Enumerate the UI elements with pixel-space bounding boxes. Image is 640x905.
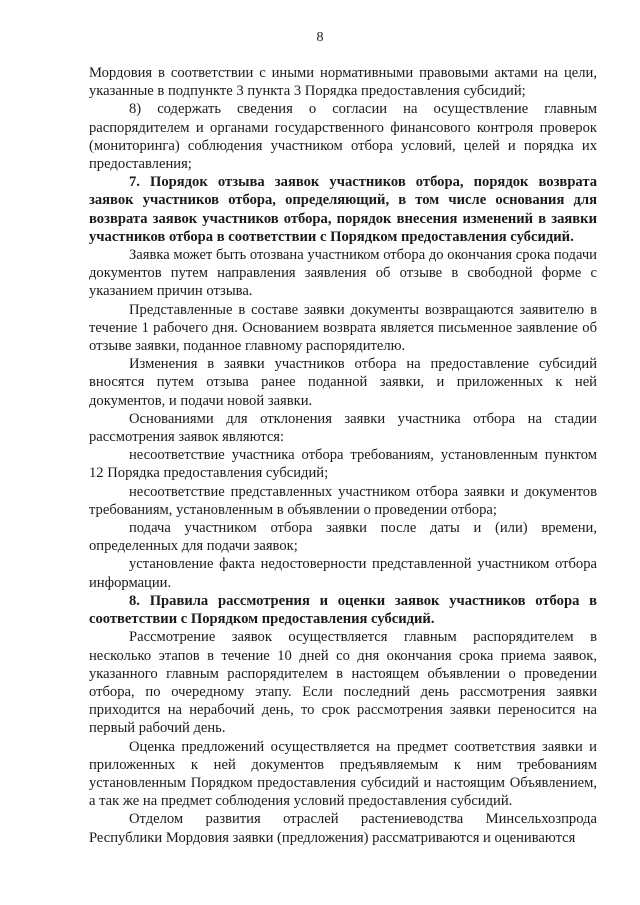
list-item: подача участником отбора заявки после даты и (или) времени, определенных для подачи заявок;	[89, 520, 597, 555]
paragraph: Оценка предложений осуществляется на предмет соответствия заявки и приложенных к ней документов предъявляемым к ним требованиям установленным Порядком предоставления субсидий и настоящим Объявлением, а так же на предмет соблюдения условий предоставления субсидий.	[89, 738, 597, 810]
paragraph: Рассмотрение заявок осуществляется главным распорядителем в несколько этапов в течение 10 дней со дня окончания срока приема заявок, указанного главным распорядителем в настоящем объявлении о проведении отбора, по очередному этапу. Если последний день рассмотрения заявки приходится на нерабочий день, то срок рассмотрения заявки переносится на первый рабочий день.	[89, 629, 597, 737]
paragraph: Представленные в составе заявки документы возвращаются заявителю в течение 1 рабочего дня. Основанием возврата является письменное заявление об отзыве заявки, поданное главному распорядителю.	[89, 301, 597, 355]
section-heading-7: 7. Порядок отзыва заявок участников отбора, порядок возврата заявок участников отбора, определяющий, в том числе основания для возврата заявок участников отбора, порядок внесения изменений в заявки участников отбора в соответствии с Порядком предоставления субсидий.	[89, 174, 597, 245]
document-body	[89, 64, 597, 847]
section-heading-8: 8. Правила рассмотрения и оценки заявок участников отбора в соответствии с Порядком предоставления субсидий.	[89, 592, 597, 628]
list-item: несоответствие представленных участником отбора заявки и документов требованиям, установленным в объявлении о проведении отбора;	[89, 483, 597, 518]
page-number: 8	[316, 30, 324, 45]
paragraph: Отделом развития отраслей растениеводства Минсельхозпрода Республики Мордовия заявки (предложения) рассматриваются и оцениваются	[89, 811, 597, 846]
paragraph: Основаниями для отклонения заявки участника отбора на стадии рассмотрения заявок являются:	[89, 410, 597, 446]
paragraph-item-8: 8) содержать сведения о согласии на осуществление главным распорядителем и органами государственного финансового контроля проверок (мониторинга) соблюдения участником отбора условий, целей и порядка их предоставления;	[89, 101, 597, 173]
paragraph-continuation: Мордовия в соответствии с иными нормативными правовыми актами на цели, указанные в подпункте 3 пункта 3 Порядка предоставления субсидий;	[89, 65, 597, 100]
list-item: несоответствие участника отбора требованиям, установленным пунктом 12 Порядка предоставления субсидий;	[89, 447, 597, 482]
paragraph: Изменения в заявки участников отбора на предоставление субсидий вносятся путем отзыва ранее поданной заявки, и приложенных к ней документов, и подачи новой заявки.	[89, 356, 597, 409]
list-item: установление факта недостоверности представленной участником отбора информации.	[89, 556, 597, 591]
paragraph: Заявка может быть отозвана участником отбора до окончания срока подачи документов путем направления заявления об отзыве в свободной форме с указанием причин отзыва.	[89, 247, 597, 300]
